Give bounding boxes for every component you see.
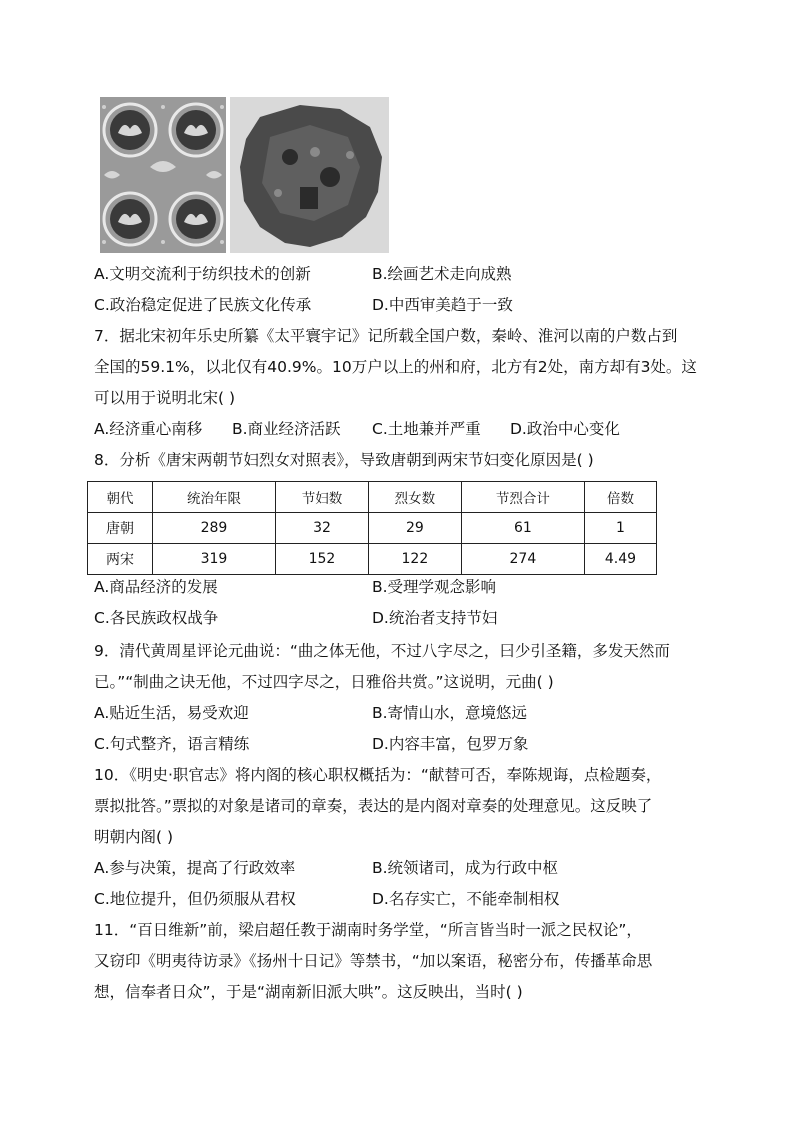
table-header-cell: 节烈合计 [461,482,584,513]
q9-option-a: A.贴近生活，易受欢迎 [94,704,249,722]
textile-pattern-image [100,97,226,253]
q9-stem-line-1: 9．清代黄周星评论元曲说：“曲之体无他，不过八字尽之，曰少引圣籍，多发天然而 [94,642,670,660]
q8-option-d: D.统治者支持节妇 [372,609,498,627]
q7-stem-line-1: 7．据北宋初年乐史所纂《太平寰宇记》记所载全国户数，秦岭、淮河以南的户数占到 [94,327,678,345]
q7-option-c: C.土地兼并严重 [372,420,481,438]
table-cell: 122 [368,544,461,575]
q11-stem-line-3: 想，信奉者日众”，于是“湖南新旧派大哄”。这反映出，当时( ) [94,983,523,1001]
q11-stem-line-1: 11．“百日维新”前，梁启超任教于湖南时务学堂，“所言皆当时一派之民权论”， [94,921,642,939]
q10-option-b: B.统领诸司，成为行政中枢 [372,859,559,877]
table-cell: 289 [152,513,275,544]
q10-option-d: D.名存实亡，不能牵制相权 [372,890,560,908]
table-cell: 274 [461,544,584,575]
table-cell: 两宋 [88,544,153,575]
q6-option-a: A.文明交流利于纺织技术的创新 [94,265,311,283]
table-cell: 29 [368,513,461,544]
table-cell: 319 [152,544,275,575]
table-cell: 152 [276,544,369,575]
q8-option-b: B.受理学观念影响 [372,578,497,596]
table-row [88,544,657,575]
table-cell: 61 [461,513,584,544]
q11-stem-line-2: 又窃印《明夷待访录》《扬州十日记》等禁书，“加以案语，秘密分布，传播革命思 [94,952,653,970]
q7-stem-line-2: 全国的59.1%，以北仅有40.9%。10万户以上的州和府，北方有2处，南方却有3处。这 [94,358,697,376]
dynasty-comparison-table [87,481,657,575]
q10-option-c: C.地位提升，但仍须服从君权 [94,890,296,908]
q9-option-d: D.内容丰富，包罗万象 [372,735,529,753]
table-header-cell: 朝代 [88,482,153,513]
table-header-cell: 节妇数 [276,482,369,513]
q9-option-c: C.句式整齐，语言精练 [94,735,250,753]
q6-option-c: C.政治稳定促进了民族文化传承 [94,296,312,314]
table-cell: 32 [276,513,369,544]
q7-option-a: A.经济重心南移 [94,420,203,438]
q10-stem-line-1: 10．《明史·职官志》将内阁的核心职权概括为：“献替可否，奉陈规诲，点检题奏， [94,766,662,784]
table-row [88,513,657,544]
q10-stem-line-3: 明朝内阁( ) [94,828,174,846]
q10-stem-line-2: 票拟批答。”票拟的对象是诸司的章奏，表达的是内阁对章奏的处理意见。这反映了 [94,797,653,815]
q10-option-a: A.参与决策，提高了行政效率 [94,859,296,877]
q9-stem-line-2: 已。”“制曲之诀无他，不过四字尽之，日雅俗共赏。”这说明，元曲( ) [94,673,554,691]
q7-stem-line-3: 可以用于说明北宋( ) [94,389,236,407]
table-cell: 1 [584,513,656,544]
table-header-row [88,482,657,513]
table-header-cell: 烈女数 [368,482,461,513]
table-header-cell: 统治年限 [152,482,275,513]
q8-option-c: C.各民族政权战争 [94,609,219,627]
q7-option-d: D.政治中心变化 [510,420,620,438]
painted-silk-fragment-image [230,97,389,253]
q8-option-a: A.商品经济的发展 [94,578,218,596]
q8-stem-line-1: 8．分析《唐宋两朝节妇烈女对照表》，导致唐朝到两宋节妇变化原因是( ) [94,451,594,469]
table-cell: 唐朝 [88,513,153,544]
q6-option-d: D.中西审美趋于一致 [372,296,513,314]
q6-option-b: B.绘画艺术走向成熟 [372,265,512,283]
q7-option-b: B.商业经济活跃 [232,420,341,438]
table-cell: 4.49 [584,544,656,575]
table-header-cell: 倍数 [584,482,656,513]
q9-option-b: B.寄情山水，意境悠远 [372,704,528,722]
